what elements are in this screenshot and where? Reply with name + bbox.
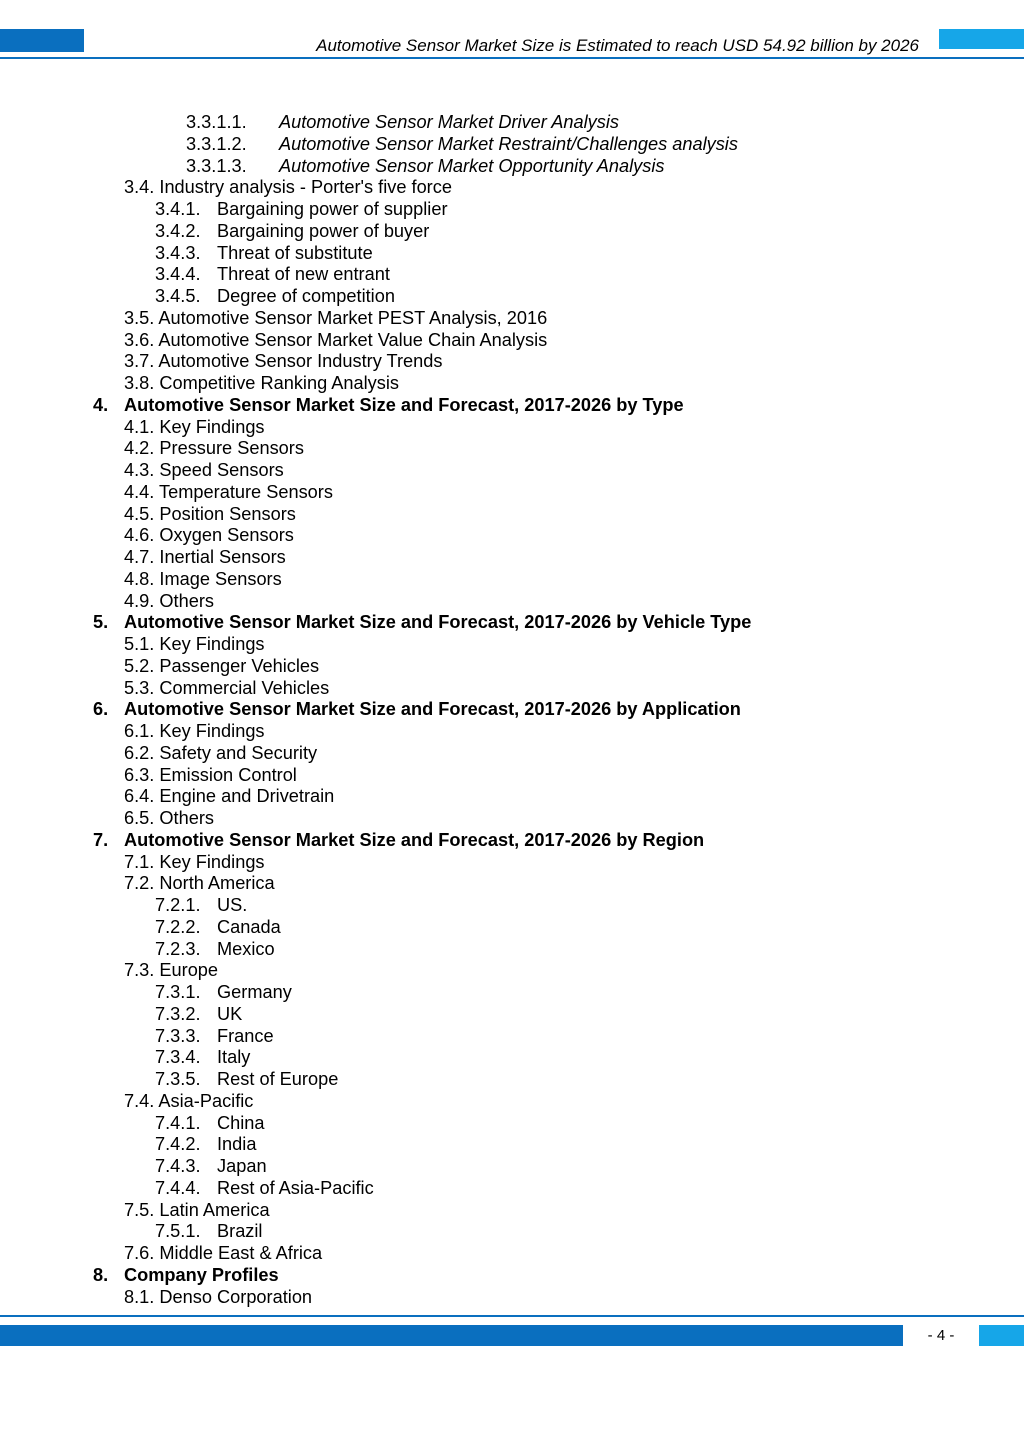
toc-entry-number: 3.3.1.1. xyxy=(186,112,247,132)
toc-entry xyxy=(0,721,1024,743)
toc-entry-number: 7.3.4. xyxy=(155,1047,201,1068)
toc-entry-text: 8.1. Denso Corporation xyxy=(124,1286,313,1307)
toc-entry-text: Canada xyxy=(217,916,281,937)
footer-divider xyxy=(0,1315,1024,1317)
toc-entry-text: 5.3. Commercial Vehicles xyxy=(124,677,330,698)
toc-entry-text: Automotive Sensor Market Size and Forecast, 2017-2026 by Application xyxy=(124,699,741,720)
toc-entry-text: Automotive Sensor Market Size and Forecast, 2017-2026 by Vehicle Type xyxy=(124,612,752,633)
toc-entry-number: 8. xyxy=(93,1264,109,1285)
toc-entry-text: 6.5. Others xyxy=(124,808,214,828)
header-accent-block-right xyxy=(939,29,1024,49)
toc-entry-text: 3.7. Automotive Sensor Industry Trends xyxy=(124,351,443,372)
toc-entry-text: Threat of substitute xyxy=(217,242,373,263)
toc-entry xyxy=(0,678,1024,700)
toc-entry-text: 4.3. Speed Sensors xyxy=(124,460,284,480)
toc-entry-text: 6.1. Key Findings xyxy=(124,721,265,741)
toc-entry-number: 3.3.1.2. xyxy=(186,133,247,154)
toc-entry xyxy=(0,1047,1024,1069)
toc-entry-text: 6.3. Emission Control xyxy=(124,764,297,785)
toc-entry-number: 6. xyxy=(93,699,109,720)
toc-entry xyxy=(0,1178,1024,1200)
toc-entry-number: 7.4.4. xyxy=(155,1177,201,1198)
toc-entry xyxy=(0,1004,1024,1026)
toc-entry xyxy=(0,351,1024,373)
toc-entry-text: 4.1. Key Findings xyxy=(124,416,265,437)
toc-entry-text: 6.2. Safety and Security xyxy=(124,742,318,763)
toc-section-heading xyxy=(0,612,1024,634)
toc-entry xyxy=(0,1113,1024,1135)
toc-entry-text: 3.5. Automotive Sensor Market PEST Analysis, 2016 xyxy=(124,307,548,328)
toc-entry-text: 6.4. Engine and Drivetrain xyxy=(124,786,335,807)
toc-entry xyxy=(0,264,1024,286)
toc-entry-number: 7.2.1. xyxy=(155,895,201,915)
toc-entry xyxy=(0,547,1024,569)
toc-entry-text: 3.6. Automotive Sensor Market Value Chain Analysis xyxy=(124,329,548,350)
toc-entry xyxy=(0,243,1024,265)
toc-entry xyxy=(0,786,1024,808)
toc-entry xyxy=(0,199,1024,221)
toc-entry xyxy=(0,373,1024,395)
toc-entry-text: 3.4. Industry analysis - Porter's five force xyxy=(124,177,452,198)
toc-entry-text: France xyxy=(217,1025,274,1046)
toc-section-heading xyxy=(0,395,1024,417)
toc-entry-number: 3.4.3. xyxy=(155,242,201,263)
toc-entry-text: Rest of Asia-Pacific xyxy=(217,1177,374,1198)
toc-entry xyxy=(0,330,1024,352)
toc-entry-text: Automotive Sensor Market Size and Forecast, 2017-2026 by Type xyxy=(124,394,684,415)
toc-entry xyxy=(0,460,1024,482)
toc-entry-text: 7.1. Key Findings xyxy=(124,851,265,872)
toc-entry-text: Automotive Sensor Market Driver Analysis xyxy=(279,112,619,132)
toc-entry xyxy=(0,939,1024,961)
toc-entry-text: 7.4. Asia-Pacific xyxy=(124,1090,254,1111)
toc-entry-number: 7.4.1. xyxy=(155,1112,201,1133)
toc-entry-text: US. xyxy=(217,895,248,915)
toc-entry-text: Automotive Sensor Market Opportunity Analysis xyxy=(279,155,665,176)
toc-entry-number: 7.3.1. xyxy=(155,982,201,1002)
toc-entry-text: Brazil xyxy=(217,1221,263,1242)
toc-entry-text: Mexico xyxy=(217,938,275,959)
toc-entry-text: Company Profiles xyxy=(124,1264,279,1285)
toc-entry-text: Threat of new entrant xyxy=(217,264,390,285)
toc-entry xyxy=(0,1200,1024,1222)
toc-entry xyxy=(0,1287,1024,1309)
header-title: Automotive Sensor Market Size is Estimated to reach USD 54.92 billion by 2026 xyxy=(316,36,919,55)
toc-entry xyxy=(0,438,1024,460)
toc-entry xyxy=(0,308,1024,330)
toc-entry-text: Bargaining power of buyer xyxy=(217,220,430,241)
toc-entry xyxy=(0,808,1024,830)
toc-entry xyxy=(0,134,1024,156)
toc-entry-text: Degree of competition xyxy=(217,286,395,306)
toc-entry xyxy=(0,895,1024,917)
toc-entry-number: 7.3.2. xyxy=(155,1003,201,1024)
toc-entry-text: 5.2. Passenger Vehicles xyxy=(124,655,320,676)
toc-entry-number: 7.2.2. xyxy=(155,916,201,937)
toc-entry-text: Automotive Sensor Market Restraint/Challenges analysis xyxy=(279,133,738,154)
toc-entry xyxy=(0,634,1024,656)
toc-entry xyxy=(0,417,1024,439)
toc-entry-text: 4.9. Others xyxy=(124,590,214,611)
toc-entry xyxy=(0,960,1024,982)
toc-entry xyxy=(0,525,1024,547)
toc-entry xyxy=(0,852,1024,874)
toc-entry-text: 7.5. Latin America xyxy=(124,1199,270,1220)
toc-entry-number: 7.5.1. xyxy=(155,1221,201,1242)
toc-entry xyxy=(0,177,1024,199)
toc-entry-text: Automotive Sensor Market Size and Forecast, 2017-2026 by Region xyxy=(124,829,705,850)
toc-entry-number: 3.3.1.3. xyxy=(186,155,247,176)
toc-entry xyxy=(0,873,1024,895)
toc-section-heading xyxy=(0,830,1024,852)
toc-entry-number: 3.4.4. xyxy=(155,264,201,285)
toc-entry-text: Italy xyxy=(217,1047,251,1068)
toc-entry-text: 7.6. Middle East & Africa xyxy=(124,1243,323,1263)
toc-entry-text: UK xyxy=(217,1003,243,1024)
toc-entry xyxy=(0,982,1024,1004)
toc-entry-number: 7.2.3. xyxy=(155,938,201,959)
toc-entry-text: Rest of Europe xyxy=(217,1069,339,1089)
toc-entry xyxy=(0,765,1024,787)
toc-entry-number: 3.4.1. xyxy=(155,199,201,219)
toc-entry-number: 5. xyxy=(93,612,109,633)
toc-section-heading xyxy=(0,1265,1024,1287)
footer-accent-bar-left xyxy=(0,1325,903,1346)
toc-entry-number: 4. xyxy=(93,394,109,415)
toc-entry-text: 4.8. Image Sensors xyxy=(124,568,282,589)
table-of-contents xyxy=(0,112,1024,1308)
toc-entry-number: 3.4.5. xyxy=(155,286,201,306)
toc-entry-number: 7.4.2. xyxy=(155,1134,201,1155)
toc-entry-number: 7.3.3. xyxy=(155,1025,201,1046)
toc-entry xyxy=(0,569,1024,591)
toc-entry-text: 4.7. Inertial Sensors xyxy=(124,547,286,567)
toc-entry xyxy=(0,743,1024,765)
toc-entry xyxy=(0,1243,1024,1265)
toc-entry xyxy=(0,1221,1024,1243)
toc-entry-text: 3.8. Competitive Ranking Analysis xyxy=(124,373,399,393)
toc-entry-text: 5.1. Key Findings xyxy=(124,634,265,654)
toc-entry-number: 3.4.2. xyxy=(155,220,201,241)
footer-accent-bar-right xyxy=(979,1325,1024,1346)
toc-entry-text: 4.2. Pressure Sensors xyxy=(124,438,304,459)
toc-entry xyxy=(0,1026,1024,1048)
toc-entry-text: Japan xyxy=(217,1156,267,1176)
toc-entry xyxy=(0,482,1024,504)
toc-entry-text: India xyxy=(217,1134,257,1155)
toc-entry xyxy=(0,1134,1024,1156)
toc-entry-number: 7.3.5. xyxy=(155,1069,201,1089)
toc-entry xyxy=(0,112,1024,134)
toc-entry-text: 4.4. Temperature Sensors xyxy=(124,481,333,502)
toc-section-heading xyxy=(0,699,1024,721)
toc-entry-text: 4.5. Position Sensors xyxy=(124,503,296,524)
toc-entry xyxy=(0,221,1024,243)
toc-entry xyxy=(0,656,1024,678)
toc-entry xyxy=(0,1091,1024,1113)
toc-entry-text: Bargaining power of supplier xyxy=(217,199,448,219)
toc-entry-number: 7. xyxy=(93,829,109,850)
header-divider xyxy=(0,57,1024,59)
toc-entry xyxy=(0,1069,1024,1091)
toc-entry-text: Germany xyxy=(217,982,292,1002)
toc-entry xyxy=(0,1156,1024,1178)
toc-entry-text: 7.3. Europe xyxy=(124,960,219,981)
toc-entry-number: 7.4.3. xyxy=(155,1156,201,1176)
toc-entry-text: 4.6. Oxygen Sensors xyxy=(124,525,294,546)
toc-entry xyxy=(0,917,1024,939)
page-number: - 4 - xyxy=(927,1327,955,1344)
toc-entry xyxy=(0,286,1024,308)
toc-entry xyxy=(0,156,1024,178)
toc-entry xyxy=(0,591,1024,613)
toc-entry-text: 7.2. North America xyxy=(124,873,275,894)
toc-entry-text: China xyxy=(217,1112,265,1133)
toc-entry xyxy=(0,504,1024,526)
